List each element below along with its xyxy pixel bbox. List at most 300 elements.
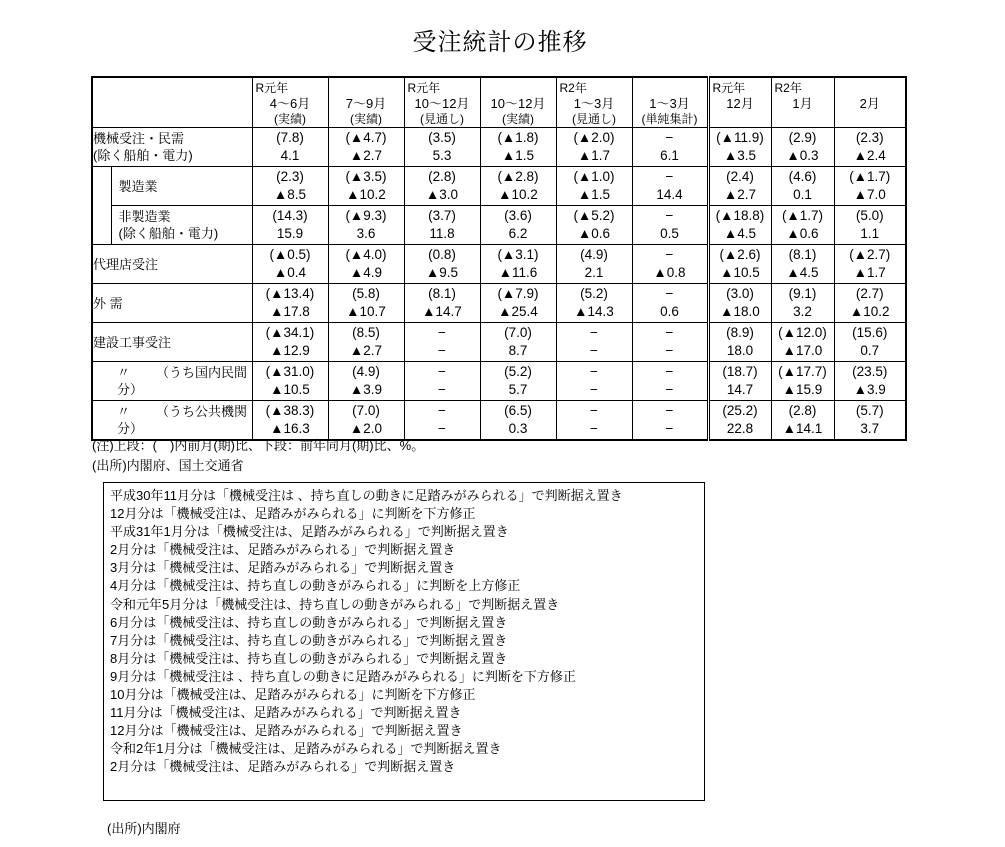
yoy-value: ▲0.3 <box>786 148 819 163</box>
yoy-value: ▲16.3 <box>270 421 310 436</box>
data-cell <box>252 128 328 167</box>
column-header <box>328 77 404 128</box>
row-label <box>92 128 252 167</box>
yoy-value: 6.2 <box>508 226 528 241</box>
row-label-text: 製造業 <box>118 178 158 194</box>
yoy-value: ▲1.7 <box>577 148 611 163</box>
data-cell <box>328 245 404 284</box>
data-cell <box>328 128 404 167</box>
column-header-line: (見通し) <box>572 111 616 126</box>
mom-value: (5.2) <box>504 364 532 379</box>
mom-value: (2.9) <box>788 130 817 145</box>
yoy-value: 18.0 <box>726 343 754 358</box>
data-cell <box>771 401 834 441</box>
data-cell <box>480 323 556 362</box>
judgement-line: 10月分は「機械受注は、足踏みがみられる」に判断を下方修正 <box>110 687 476 703</box>
yoy-value: ▲25.4 <box>498 304 538 319</box>
data-cell <box>252 284 328 323</box>
yoy-value: ▲3.5 <box>723 148 757 163</box>
mom-value: (2.3) <box>276 169 304 184</box>
table-row <box>92 323 906 362</box>
mom-value: (0.8) <box>428 247 456 262</box>
data-cell <box>252 167 328 206</box>
mom-value: (8.5) <box>352 325 380 340</box>
data-cell <box>328 401 404 441</box>
judgement-line: 2月分は「機械受注は、足踏みがみられる」で判断据え置き <box>110 542 456 558</box>
data-cell <box>632 167 708 206</box>
data-cell <box>771 323 834 362</box>
table-row <box>92 206 906 245</box>
yoy-value: ▲10.5 <box>720 265 760 280</box>
mom-value: (4.6) <box>788 169 817 184</box>
data-cell <box>404 323 480 362</box>
data-cell <box>632 284 708 323</box>
mom-value: (▲1.8) <box>497 130 539 145</box>
mom-value: (▲4.7) <box>345 130 387 145</box>
column-header-line <box>835 112 906 127</box>
yoy-value: − <box>438 382 446 397</box>
mom-value: (2.8) <box>788 403 817 418</box>
yoy-value: ▲0.8 <box>653 265 686 280</box>
mom-value: (3.7) <box>428 208 456 223</box>
mom-value: (▲1.7) <box>781 208 824 223</box>
mom-value: − <box>665 208 674 223</box>
data-cell <box>556 401 632 441</box>
mom-value: (3.0) <box>726 286 754 301</box>
data-cell <box>632 362 708 401</box>
yoy-value: ▲10.2 <box>849 304 890 319</box>
column-header-line <box>633 79 707 96</box>
data-cell <box>708 323 771 362</box>
table-row <box>92 245 906 284</box>
yoy-value: − <box>665 343 674 358</box>
mom-value: (8.1) <box>428 286 456 301</box>
yoy-value: − <box>438 343 446 358</box>
row-label-text: （うち公共機関分） <box>117 404 248 436</box>
mom-value: − <box>665 247 674 262</box>
column-header-line <box>481 79 556 96</box>
column-header <box>834 77 906 128</box>
mom-value: (25.2) <box>722 403 758 418</box>
column-header-line <box>835 79 906 96</box>
mom-value: (9.1) <box>788 286 817 301</box>
mom-value: (▲13.4) <box>265 286 315 301</box>
data-cell <box>632 245 708 284</box>
mom-value: (▲0.5) <box>269 247 311 262</box>
data-cell <box>834 323 906 362</box>
data-cell <box>834 362 906 401</box>
mom-value: (▲1.7) <box>849 169 891 184</box>
mom-value: (15.6) <box>852 325 888 340</box>
data-cell <box>771 128 834 167</box>
mom-value: (▲18.8) <box>715 208 765 223</box>
mom-value: (▲11.9) <box>716 130 764 145</box>
mom-value: (▲3.1) <box>497 247 539 262</box>
column-header <box>632 77 708 128</box>
yoy-value: 6.1 <box>660 148 679 163</box>
mom-value: − <box>438 403 446 418</box>
yoy-value: 3.7 <box>860 421 880 436</box>
yoy-value: 5.3 <box>432 148 452 163</box>
yoy-value: ▲7.0 <box>853 187 886 202</box>
mom-value: (▲1.0) <box>573 169 615 184</box>
ditto-mark: 〃 <box>117 365 131 380</box>
yoy-value: ▲17.0 <box>782 343 823 358</box>
mom-value: − <box>665 286 674 301</box>
mom-value: (6.5) <box>504 403 532 418</box>
mom-value: (▲12.0) <box>778 325 827 340</box>
yoy-value: ▲12.9 <box>270 343 310 358</box>
yoy-value: ▲3.0 <box>425 187 459 202</box>
row-label <box>92 284 252 323</box>
mom-value: (7.8) <box>276 130 304 145</box>
mom-value: (▲7.9) <box>497 286 539 301</box>
yoy-value: 14.4 <box>656 187 683 202</box>
data-cell <box>404 362 480 401</box>
row-label-subtext: (除く船舶・電力) <box>93 148 193 163</box>
data-cell <box>556 128 632 167</box>
judgement-line: 3月分は「機械受注は、足踏みがみられる」で判断据え置き <box>110 560 456 576</box>
yoy-value: ▲11.6 <box>498 265 538 280</box>
note-definition: (注)上段：( )内前月(期)比、下段：前年同月(期)比、%。 <box>92 438 425 453</box>
data-cell <box>556 245 632 284</box>
data-cell <box>632 128 708 167</box>
data-cell <box>632 401 708 441</box>
data-cell <box>771 206 834 245</box>
yoy-value: 0.5 <box>660 226 679 241</box>
row-label-text: 外 需 <box>93 295 123 311</box>
yoy-value: ▲2.4 <box>853 148 886 163</box>
data-cell <box>480 284 556 323</box>
mom-value: (▲34.1) <box>265 325 315 340</box>
row-label <box>111 167 252 206</box>
column-header-line: 7～9月 <box>345 95 387 111</box>
yoy-value: 4.1 <box>280 148 300 163</box>
mom-value: (7.0) <box>352 403 380 418</box>
data-cell <box>328 323 404 362</box>
judgement-line: 平成31年1月分は「機械受注は、足踏みがみられる」で判断据え置き <box>110 524 509 540</box>
mom-value: (2.7) <box>855 286 884 301</box>
data-cell <box>708 206 771 245</box>
judgement-line: 6月分は「機械受注は、持ち直しの動きがみられる」で判断据え置き <box>110 614 508 630</box>
column-header-line: (見通し) <box>420 111 464 126</box>
mom-value: (2.3) <box>855 130 884 145</box>
yoy-value: 3.6 <box>356 226 376 241</box>
mom-value: (▲4.0) <box>345 247 387 262</box>
mom-value: − <box>590 364 598 379</box>
column-header-line: (実績) <box>502 111 534 126</box>
data-cell <box>252 401 328 441</box>
yoy-value: ▲2.7 <box>349 343 383 358</box>
column-header-line <box>329 79 404 96</box>
row-label <box>92 401 252 441</box>
data-cell <box>708 284 771 323</box>
row-label-text: （うち国内民間分） <box>117 365 248 397</box>
data-cell <box>480 128 556 167</box>
yoy-value: 0.7 <box>860 343 880 358</box>
judgement-line: 12月分は「機械受注は、足踏みがみられる」に判断を下方修正 <box>110 506 476 522</box>
yoy-value: − <box>665 382 674 397</box>
mom-value: (4.9) <box>580 247 608 262</box>
data-cell <box>771 362 834 401</box>
mom-value: − <box>590 325 598 340</box>
yoy-value: ▲1.7 <box>853 265 886 280</box>
yoy-value: ▲0.4 <box>273 265 307 280</box>
table-header-row <box>92 77 906 128</box>
indent-strip-cell <box>92 167 111 245</box>
judgement-line: 9月分は「機械受注は 、持ち直しの動きに足踏みがみられる」に判断を下方修正 <box>110 668 576 684</box>
note-source: (出所)内閣府、国土交通省 <box>92 458 244 473</box>
data-cell <box>708 128 771 167</box>
mom-value: (5.8) <box>352 286 380 301</box>
yoy-value: ▲2.7 <box>349 148 383 163</box>
yoy-value: ▲8.5 <box>273 187 307 202</box>
mom-value: (▲2.6) <box>719 247 761 262</box>
mom-value: (18.7) <box>722 364 758 379</box>
data-cell <box>834 206 906 245</box>
data-cell <box>252 323 328 362</box>
mom-value: − <box>665 130 674 145</box>
column-header-line: 1月 <box>792 95 813 111</box>
mom-value: (4.9) <box>352 364 380 379</box>
column-header <box>556 77 632 128</box>
yoy-value: ▲4.5 <box>723 226 757 241</box>
mom-value: − <box>438 325 446 340</box>
yoy-value: 0.1 <box>793 187 812 202</box>
data-cell <box>556 362 632 401</box>
ditto-mark: 〃 <box>117 404 131 419</box>
data-cell <box>556 167 632 206</box>
yoy-value: 1.1 <box>860 226 880 241</box>
yoy-value: − <box>590 421 598 436</box>
yoy-value: ▲10.7 <box>346 304 386 319</box>
mom-value: (▲31.0) <box>265 364 315 379</box>
table-row <box>92 401 906 441</box>
data-cell <box>480 206 556 245</box>
mom-value: (▲3.5) <box>345 169 387 184</box>
yoy-value: 5.7 <box>508 382 528 397</box>
yoy-value: 2.1 <box>584 265 604 280</box>
row-label <box>92 362 252 401</box>
mom-value: − <box>665 403 674 418</box>
column-header-line: R2年 <box>774 80 802 95</box>
yoy-value: 0.3 <box>508 421 528 436</box>
mom-value: (5.2) <box>580 286 608 301</box>
column-header <box>708 77 771 128</box>
table-row <box>92 128 906 167</box>
table-notes <box>92 436 424 476</box>
yoy-value: ▲14.7 <box>422 304 462 319</box>
column-header-line: 12月 <box>726 95 754 111</box>
column-header-line: R2年 <box>559 80 587 95</box>
orders-statistics-table <box>91 76 907 441</box>
column-header-line: 10～12月 <box>490 95 546 111</box>
mom-value: (7.0) <box>504 325 532 340</box>
yoy-value: 0.6 <box>660 304 679 319</box>
yoy-value: 11.8 <box>429 226 455 241</box>
mom-value: (3.6) <box>504 208 532 223</box>
table-row <box>92 167 906 206</box>
data-cell <box>771 167 834 206</box>
data-cell <box>328 284 404 323</box>
data-cell <box>556 206 632 245</box>
data-cell <box>708 245 771 284</box>
yoy-value: ▲10.2 <box>346 187 386 202</box>
mom-value: (▲2.8) <box>497 169 539 184</box>
column-header-line: R元年 <box>712 80 746 95</box>
data-cell <box>252 206 328 245</box>
judgement-line: 2月分は「機械受注は、足踏みがみられる」で判断据え置き <box>110 759 456 775</box>
mom-value: − <box>665 169 674 184</box>
column-header-line: 1～3月 <box>649 95 690 111</box>
judgement-line: 令和2年1月分は「機械受注は、足踏みがみられる」で判断据え置き <box>110 741 502 757</box>
data-cell <box>556 284 632 323</box>
judgement-line: 12月分は「機械受注は、足踏みがみられる」で判断据え置き <box>110 723 463 739</box>
yoy-value: ▲4.9 <box>349 265 383 280</box>
mom-value: (▲17.7) <box>778 364 827 379</box>
data-cell <box>708 167 771 206</box>
mom-value: (3.5) <box>428 130 456 145</box>
yoy-value: 14.7 <box>726 382 754 397</box>
judgement-history-box <box>103 482 705 801</box>
yoy-value: 22.8 <box>726 421 754 436</box>
yoy-value: ▲4.5 <box>786 265 819 280</box>
yoy-value: ▲2.0 <box>349 421 383 436</box>
judgement-line: 7月分は「機械受注は、持ち直しの動きがみられる」で判断据え置き <box>110 632 508 648</box>
data-cell <box>834 245 906 284</box>
judgement-line: 令和元年5月分は「機械受注は、持ち直しの動きがみられる」で判断据え置き <box>110 596 560 612</box>
mom-value: (▲2.0) <box>573 130 615 145</box>
data-cell <box>252 245 328 284</box>
yoy-value: ▲1.5 <box>577 187 611 202</box>
column-header-line: 2月 <box>859 95 880 111</box>
yoy-value: ▲3.9 <box>853 382 886 397</box>
yoy-value: 8.7 <box>508 343 528 358</box>
column-header-line: 1～3月 <box>573 95 615 111</box>
row-label-subtext: (除く船舶・電力) <box>118 226 219 241</box>
data-cell <box>328 206 404 245</box>
data-cell <box>708 401 771 441</box>
mom-value: − <box>438 364 446 379</box>
table-row <box>92 362 906 401</box>
data-cell <box>404 284 480 323</box>
data-cell <box>632 323 708 362</box>
yoy-value: ▲17.8 <box>270 304 310 319</box>
data-cell <box>404 128 480 167</box>
data-cell <box>834 401 906 441</box>
yoy-value: − <box>665 421 674 436</box>
data-cell <box>404 167 480 206</box>
yoy-value: ▲18.0 <box>720 304 760 319</box>
mom-value: (5.7) <box>855 403 884 418</box>
column-header-line <box>772 112 834 127</box>
mom-value: − <box>590 403 598 418</box>
data-cell <box>328 362 404 401</box>
mom-value: (8.9) <box>726 325 754 340</box>
column-header <box>480 77 556 128</box>
row-label-text: 建設工事受注 <box>93 334 172 350</box>
row-label-text: 非製造業 <box>118 209 171 224</box>
column-header-line: R元年 <box>407 80 441 95</box>
yoy-value: ▲1.5 <box>501 148 535 163</box>
column-header <box>252 77 328 128</box>
mom-value: (14.3) <box>272 208 308 223</box>
yoy-value: ▲2.7 <box>723 187 757 202</box>
data-cell <box>480 401 556 441</box>
yoy-value: − <box>590 343 598 358</box>
table-row <box>92 284 906 323</box>
judgement-line: 11月分は「機械受注は、足踏みがみられる」で判断据え置き <box>110 705 462 721</box>
mom-value: (2.4) <box>726 169 754 184</box>
data-cell <box>404 401 480 441</box>
page-title: 受注統計の推移 <box>412 29 588 56</box>
mom-value: (▲38.3) <box>265 403 315 418</box>
column-header <box>771 77 834 128</box>
column-header-line: R元年 <box>255 80 289 95</box>
column-header-line: (実績) <box>274 111 306 126</box>
footer-source: (出所)内閣府 <box>107 821 181 836</box>
yoy-value: ▲3.9 <box>349 382 383 397</box>
mom-value: (▲9.3) <box>345 208 387 223</box>
data-cell <box>556 323 632 362</box>
yoy-value: ▲0.6 <box>786 226 819 241</box>
row-label <box>92 323 252 362</box>
mom-value: (23.5) <box>852 364 888 379</box>
mom-value: (5.0) <box>855 208 884 223</box>
table-corner-cell <box>92 77 252 128</box>
data-cell <box>480 167 556 206</box>
column-header-line: (単純集計) <box>641 111 698 126</box>
mom-value: (2.8) <box>428 169 456 184</box>
data-cell <box>771 245 834 284</box>
yoy-value: ▲9.5 <box>425 265 459 280</box>
yoy-value: ▲14.3 <box>574 304 614 319</box>
mom-value: (▲2.7) <box>849 247 891 262</box>
judgement-line: 4月分は「機械受注は、持ち直しの動きがみられる」に判断を上方修正 <box>110 578 521 594</box>
yoy-value: ▲0.6 <box>577 226 611 241</box>
mom-value: − <box>665 325 674 340</box>
yoy-value: ▲10.5 <box>270 382 310 397</box>
data-cell <box>480 245 556 284</box>
row-label <box>111 206 252 245</box>
data-cell <box>404 206 480 245</box>
data-cell <box>771 284 834 323</box>
row-label-text: 機械受注・民需 <box>93 131 185 146</box>
column-header-line: 4～6月 <box>269 95 311 111</box>
column-header-line: 10～12月 <box>414 95 470 111</box>
data-cell <box>252 362 328 401</box>
yoy-value: 15.9 <box>276 226 304 241</box>
judgement-line: 平成30年11月分は「機械受注は 、持ち直しの動きに足踏みがみられる」で判断据え置き <box>110 488 623 503</box>
yoy-value: ▲15.9 <box>782 382 823 397</box>
judgement-line: 8月分は「機械受注は、持ち直しの動きがみられる」で判断据え置き <box>110 650 508 666</box>
row-label <box>92 245 252 284</box>
yoy-value: − <box>438 421 446 436</box>
mom-value: (8.1) <box>788 247 817 262</box>
mom-value: − <box>665 364 674 379</box>
data-cell <box>328 167 404 206</box>
data-cell <box>632 206 708 245</box>
yoy-value: ▲14.1 <box>782 421 823 436</box>
data-cell <box>834 128 906 167</box>
yoy-value: ▲10.2 <box>498 187 538 202</box>
data-cell <box>708 362 771 401</box>
data-cell <box>834 284 906 323</box>
column-header-line: (実績) <box>350 111 382 126</box>
data-cell <box>404 245 480 284</box>
data-cell <box>834 167 906 206</box>
column-header <box>404 77 480 128</box>
